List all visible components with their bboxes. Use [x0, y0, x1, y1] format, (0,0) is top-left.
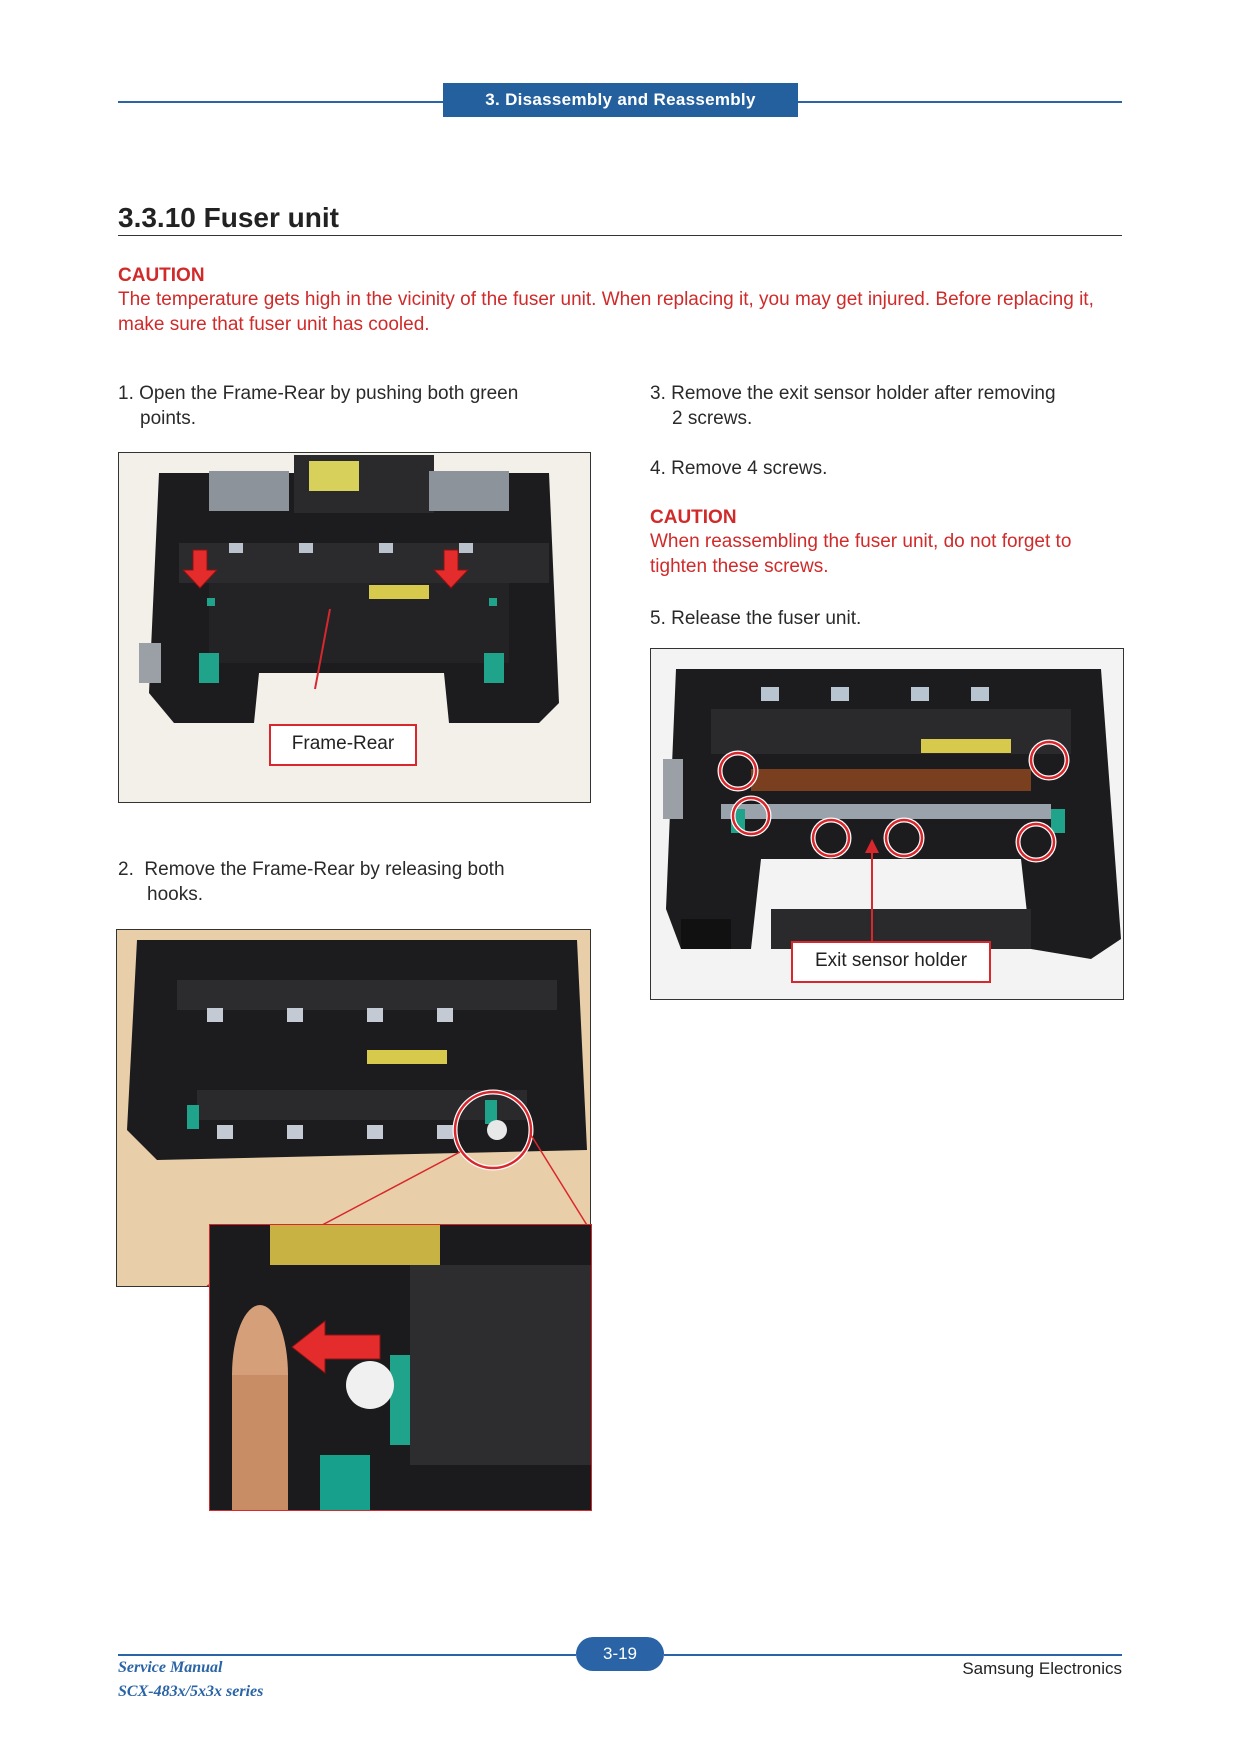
caution-heading: CAUTION — [118, 265, 205, 286]
callout-exit-sensor-holder: Exit sensor holder — [791, 941, 991, 983]
caution-text: The temperature gets high in the vicinity of the fuser unit. When replacing it, you may get injured. Before replacing it, make sure that fuser unit has cooled. — [118, 289, 1094, 335]
step-1: 1. Open the Frame-Rear by pushing both green points. — [118, 383, 519, 429]
footer-company: Samsung Electronics — [962, 1659, 1122, 1678]
footer-rule-right — [664, 1654, 1122, 1656]
section-tab: 3. Disassembly and Reassembly — [443, 83, 798, 117]
page-title: 3.3.10 Fuser unit — [118, 202, 339, 233]
caution-text-2: When reassembling the fuser unit, do not forget to tighten these screws. — [650, 531, 1072, 577]
step-2: 2. Remove the Frame-Rear by releasing both hooks. — [118, 859, 505, 905]
footer-manual: Service Manual — [118, 1659, 223, 1676]
caution-heading-2: CAUTION — [650, 507, 737, 528]
step-5: 5. Release the fuser unit. — [650, 608, 862, 629]
photo-hook-detail — [209, 1224, 592, 1511]
hook-detail-photo — [210, 1225, 591, 1510]
step-3: 3. Remove the exit sensor holder after removing 2 screws. — [650, 383, 1056, 429]
page-number: 3-19 — [576, 1637, 664, 1671]
caution-block — [118, 265, 1122, 337]
footer-rule-left — [118, 1654, 576, 1656]
title-underline — [118, 235, 1122, 236]
footer-series: SCX-483x/5x3x series — [118, 1683, 264, 1700]
step-4: 4. Remove 4 screws. — [650, 458, 828, 479]
header-rule-left — [118, 101, 443, 103]
callout-frame-rear: Frame-Rear — [269, 724, 417, 766]
caution-block-2 — [650, 507, 1122, 579]
header-rule-right — [798, 101, 1122, 103]
